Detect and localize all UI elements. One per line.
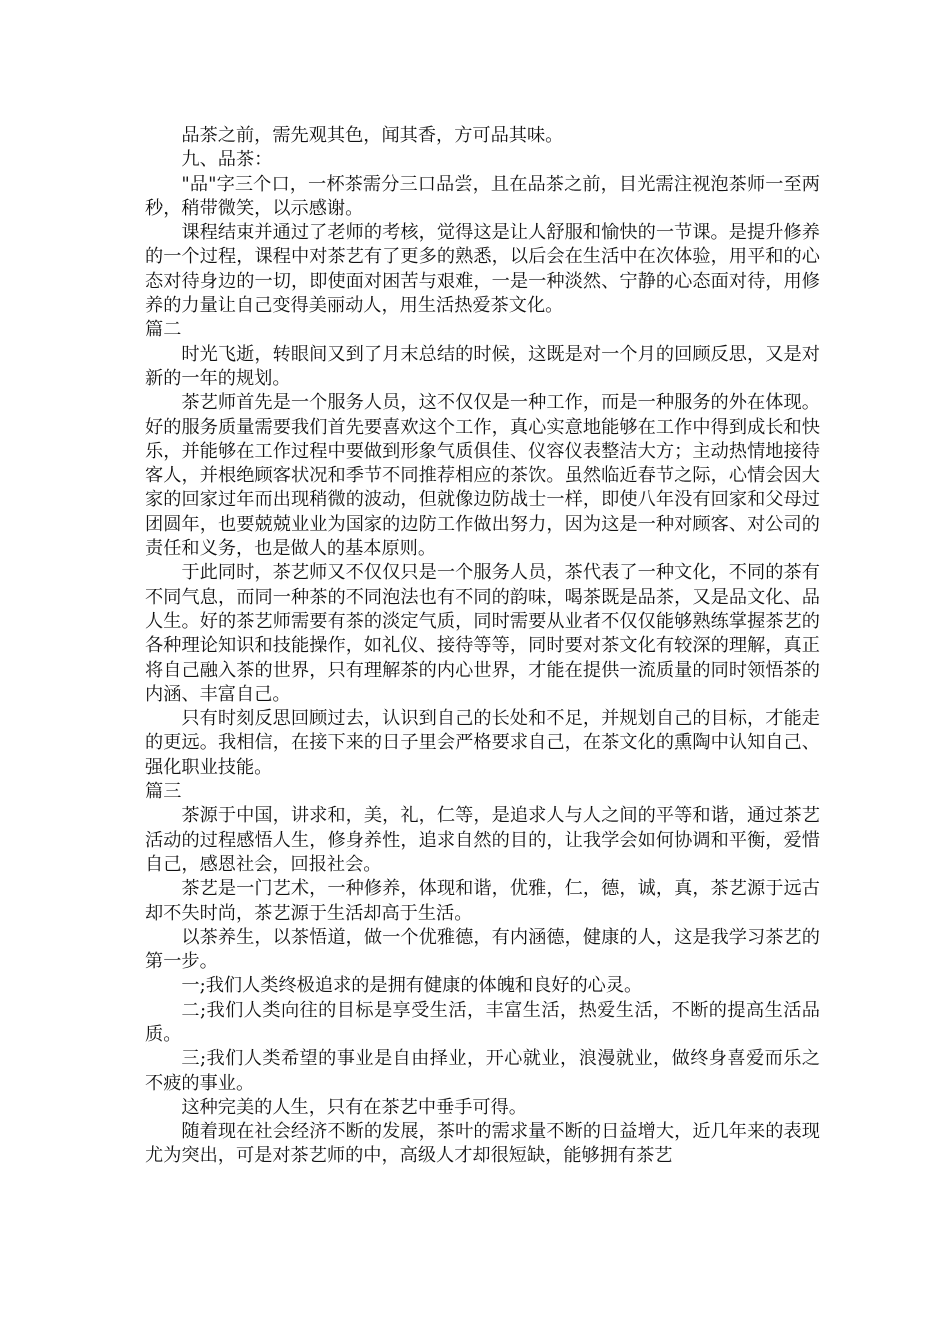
paragraph: 随着现在社会经济不断的发展，茶叶的需求量不断的日益增大，近几年来的表现尤为突出，可是对茶艺师的中，高级人才却很短缺，能够拥有茶艺: [145, 1121, 820, 1167]
paragraph: 以茶养生，以茶悟道，做一个优雅德，有内涵德，健康的人，这是我学习茶艺的第一步。: [145, 926, 820, 973]
paragraph: 九、品茶：: [181, 149, 273, 171]
paragraph: 茶艺师首先是一个服务人员，这不仅仅是一种工作，而是一种服务的外在体现。好的服务质量需要我们首先要喜欢这个工作，真心实意地能够在工作中得到成长和快乐，并能够在工作过程中要做到形象气质俱佳、仪容仪表整洁大方；主动热情地接待客人，并根绝顾客状况和季节不同推荐相应的茶饮。虽然临近春节之际，心情会因大家的回家过年而出现稍微的波动，但就像边防战士一样，即使八年没有回家和父母过团圆年，也要兢兢业业为国家的边防工作做出努力，因为这是一种对顾客、对公司的责任和义务，也是做人的基本原则。: [145, 392, 820, 560]
section-heading: 篇二: [145, 319, 182, 341]
paragraph: 时光飞逝，转眼间又到了月末总结的时候，这既是对一个月的回顾反思，又是对新的一年的规划。: [145, 343, 820, 389]
document-body: [145, 124, 820, 1169]
paragraph: 于此同时，茶艺师又不仅仅只是一个服务人员，茶代表了一种文化，不同的茶有不同气息，而同一种茶的不同泡法也有不同的韵味，喝茶既是品茶，又是品文化、品人生。好的茶艺师需要有茶的淡定气质，同时需要从业者不仅仅能够熟练掌握茶艺的各种理论知识和技能操作，如礼仪、接待等等，同时要对茶文化有较深的理解，真正将自己融入茶的世界，只有理解茶的内心世界，才能在提供一流质量的同时领悟茶的内涵、丰富自己。: [145, 562, 820, 705]
paragraph: 三;我们人类希望的事业是自由择业，开心就业，浪漫就业，做终身喜爱而乐之不疲的事业。: [145, 1048, 820, 1094]
section-heading: 篇三: [145, 781, 182, 803]
paragraph: 课程结束并通过了老师的考核，觉得这是让人舒服和愉快的一节课。是提升修养的一个过程，课程中对茶艺有了更多的熟悉，以后会在生活中在次体验，用平和的心态对待身边的一切，即使面对困苦与艰难，一是一种淡然、宁静的心态面对待，用修养的力量让自己变得美丽动人，用生活热爱茶文化。: [145, 222, 820, 317]
paragraph: 二;我们人类向往的目标是享受生活，丰富生活，热爱生活，不断的提高生活品质。: [145, 999, 820, 1045]
paragraph: 这种完美的人生，只有在茶艺中垂手可得。: [181, 1096, 527, 1118]
paragraph: "品"字三个口，一杯茶需分三口品尝，且在品茶之前，目光需注视泡茶师一至两秒，稍带微笑，以示感谢。: [145, 173, 820, 219]
paragraph: 茶艺是一门艺术，一种修养，体现和谐，优雅，仁，德，诚，真，茶艺源于远古却不失时尚，茶艺源于生活却高于生活。: [145, 878, 820, 924]
paragraph: 只有时刻反思回顾过去，认识到自己的长处和不足，并规划自己的目标，才能走的更远。我相信，在接下来的日子里会严格要求自己，在茶文化的熏陶中认知自己、强化职业技能。: [145, 708, 820, 778]
paragraph: 一;我们人类终极追求的是拥有健康的体魄和良好的心灵。: [181, 975, 643, 997]
paragraph: 品茶之前，需先观其色，闻其香，方可品其味。: [181, 125, 564, 146]
paragraph: 茶源于中国，讲求和，美，礼，仁等，是追求人与人之间的平等和谐，通过茶艺活动的过程感悟人生，修身养性，追求自然的目的，让我学会如何协调和平衡，爱惜自己，感恩社会，回报社会。: [145, 805, 820, 875]
